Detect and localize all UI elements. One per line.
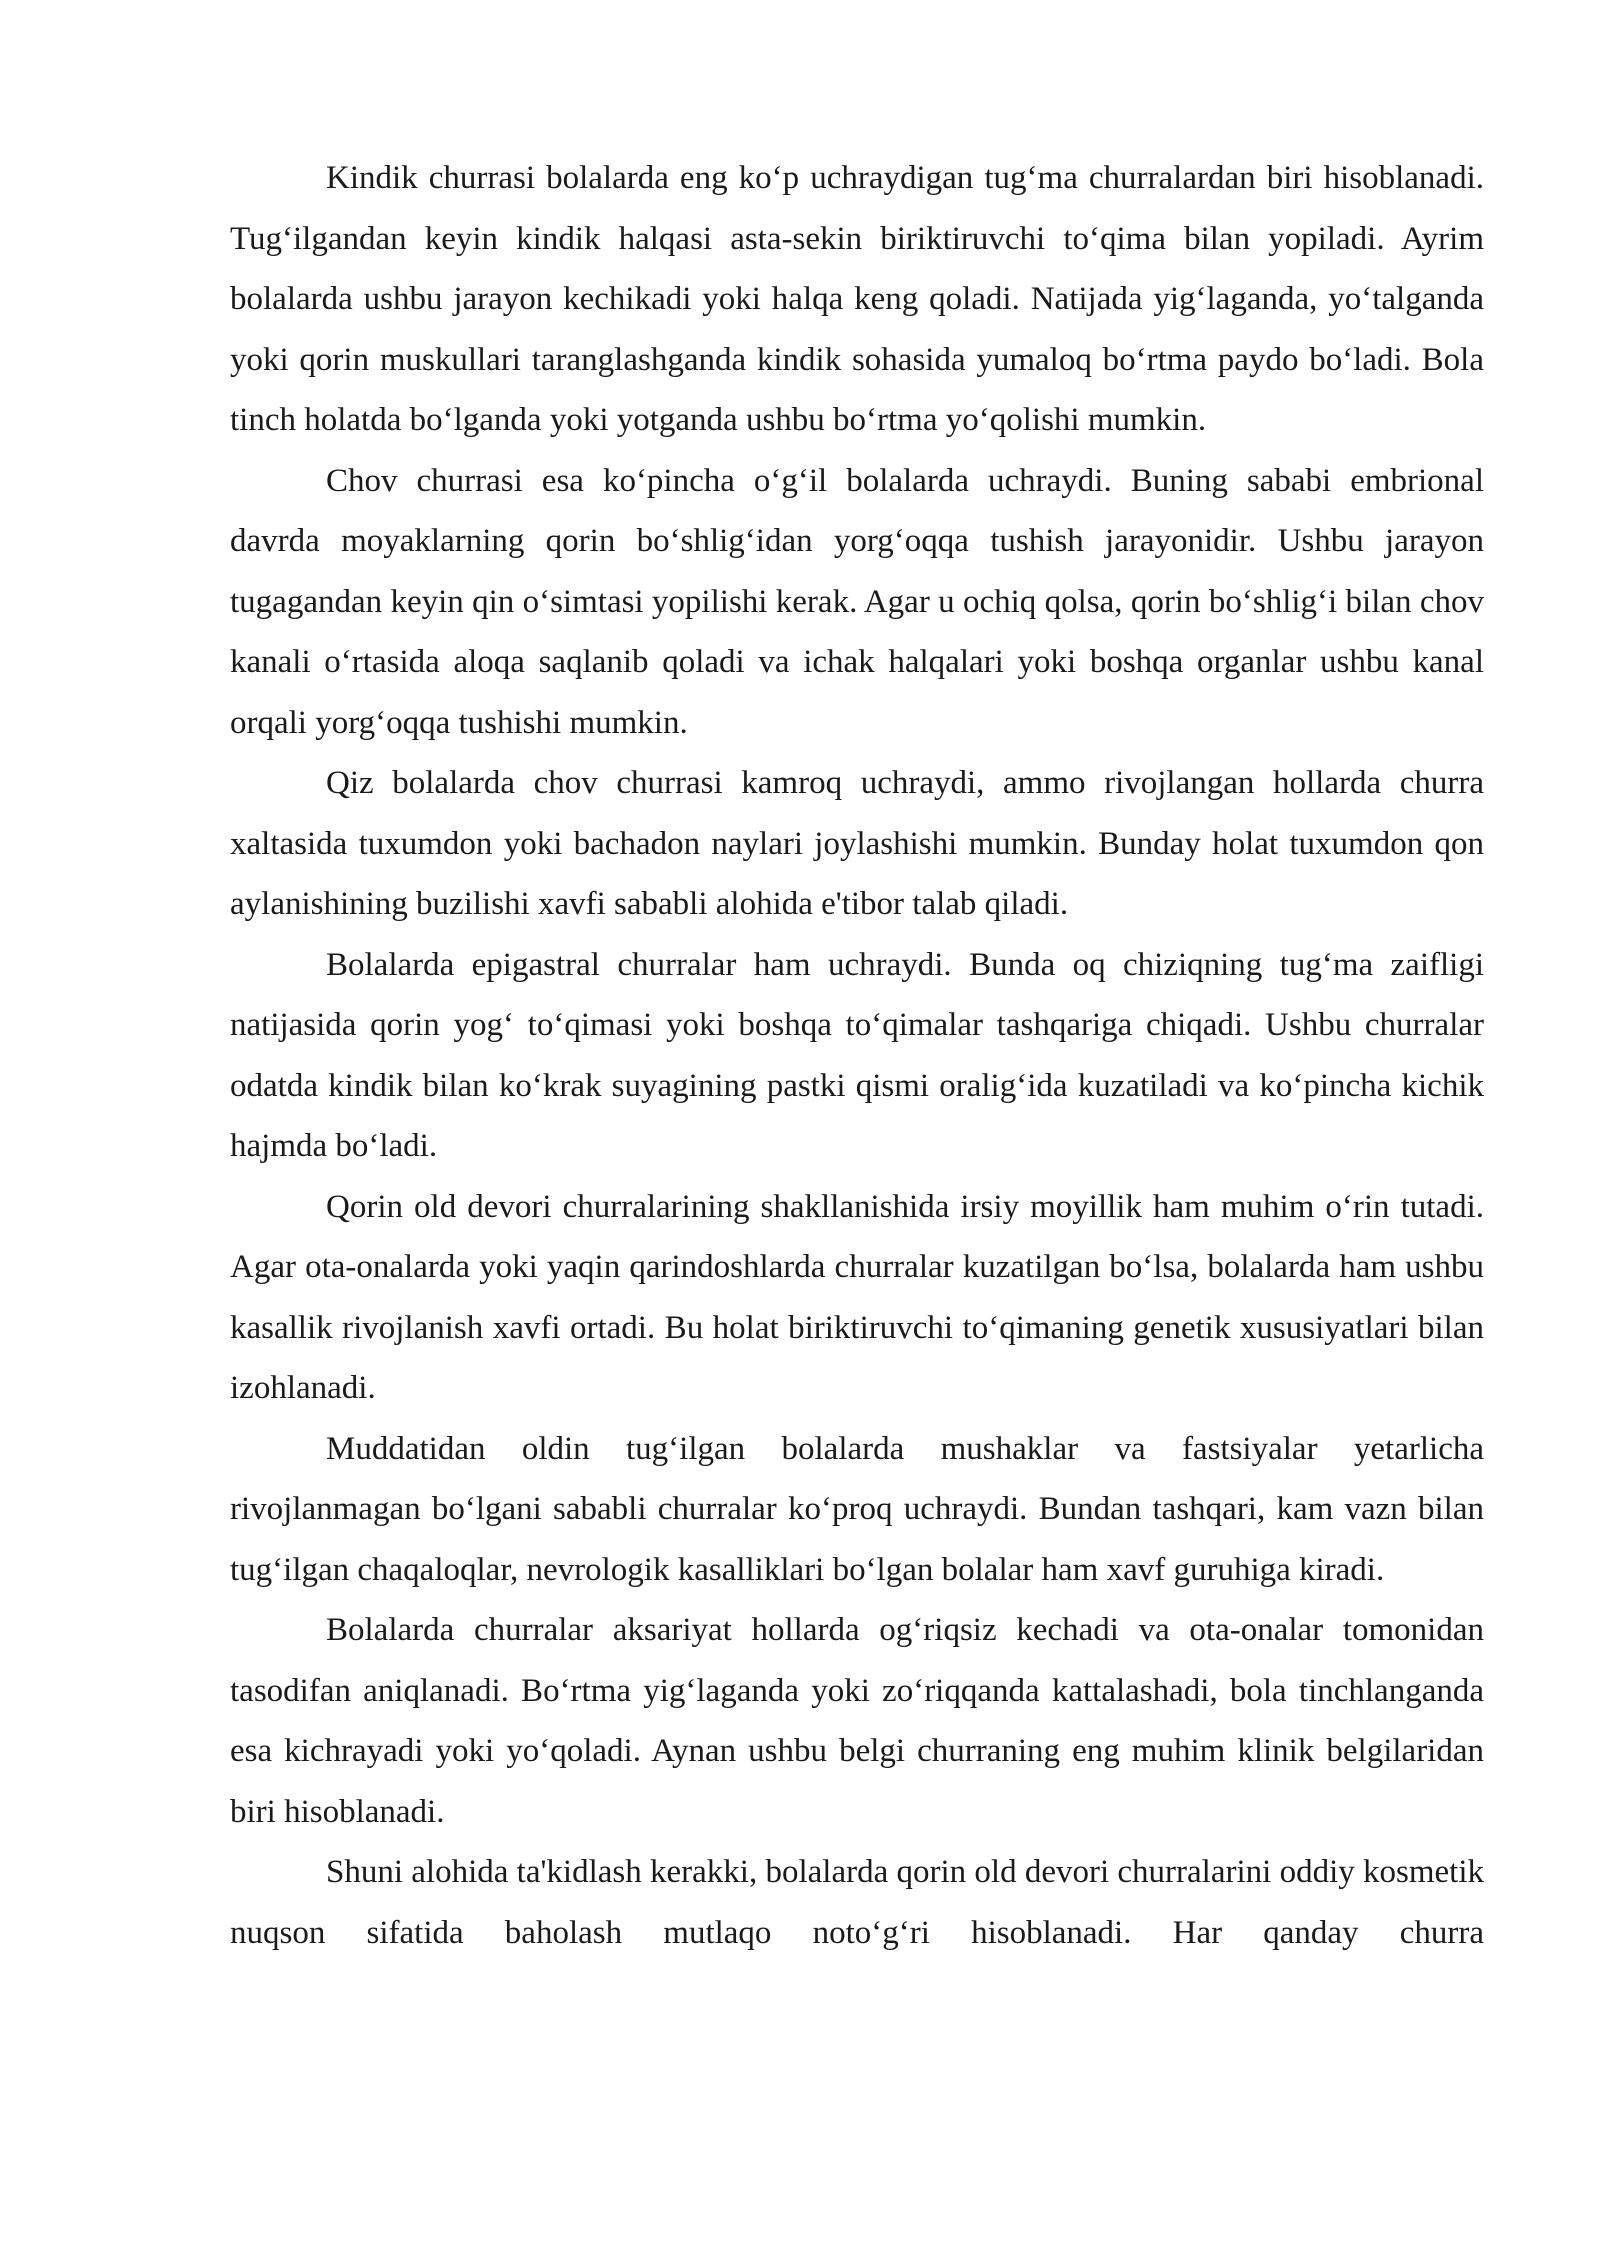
paragraph-hereditary-factor: Qorin old devori churralarining shakllanishida irsiy moyillik ham muhim o‘rin tutadi. Agar ota-onalarda yoki yaqin qarindoshlarda churralar kuzatilgan bo‘lsa, bolalarda ham ushbu kasallik rivojlanish xavfi ortadi. Bu holat biriktiruvchi to‘qimaning genetik xususiyatlari bilan izohlanadi. [230, 1188, 1484, 1406]
paragraph-epigastric-hernia: Bolalarda epigastral churralar ham uchraydi. Bunda oq chiziqning tug‘ma zaifligi natijasida qorin yog‘ to‘qimasi yoki boshqa to‘qimalar tashqariga chiqadi. Ushbu churralar odatda kindik bilan ko‘krak suyagining pastki qismi oralig‘ida kuzatiladi va ko‘pincha kichik hajmda bo‘ladi. [230, 946, 1484, 1164]
paragraph-umbilical-hernia: Kindik churrasi bolalarda eng ko‘p uchraydigan tug‘ma churralardan biri hisoblanadi. Tug‘ilgandan keyin kindik halqasi asta-sekin biriktiruvchi to‘qima bilan yopiladi. Ayrim bolalarda ushbu jarayon kechikadi yoki halqa keng qoladi. Natijada yig‘laganda, yo‘talganda yoki qorin muskullari taranglashganda kindik sohasida yumaloq bo‘rtma paydo bo‘ladi. Bola tinch holatda bo‘lganda yoki yotganda ushbu bo‘rtma yo‘qolishi mumkin. [230, 160, 1484, 438]
paragraph-clinical-signs: Bolalarda churralar aksariyat hollarda og‘riqsiz kechadi va ota-onalar tomonidan tasodifan aniqlanadi. Bo‘rtma yig‘laganda yoki zo‘riqqanda kattalashadi, bola tinchlanganda esa kichrayadi yoki yo‘qoladi. Aynan ushbu belgi churraning eng muhim klinik belgilaridan biri hisoblanadi. [230, 1612, 1484, 1830]
paragraph-inguinal-hernia-boys: Chov churrasi esa ko‘pincha o‘g‘il bolalarda uchraydi. Buning sababi embrional davrda moyaklarning qorin bo‘shlig‘idan yorg‘oqqa tushish jarayonidir. Ushbu jarayon tugagandan keyin qin o‘simtasi yopilishi kerak. Agar u ochiq qolsa, qorin bo‘shlig‘i bilan chov kanali o‘rtasida aloqa saqlanib qoladi va ichak halqalari yoki boshqa organlar ushbu kanal orqali yorg‘oqqa tushishi mumkin. [230, 462, 1484, 741]
paragraph-premature-infants: Muddatidan oldin tug‘ilgan bolalarda mushaklar va fastsiyalar yetarlicha rivojlanmagan bo‘lgani sababli churralar ko‘proq uchraydi. Bundan tashqari, kam vazn bilan tug‘ilgan chaqaloqlar, nevrologik kasalliklari bo‘lgan bolalar ham xavf guruhiga kiradi. [230, 1430, 1484, 1588]
paragraph-conclusion: Shuni alohida ta'kidlash kerakki, bolalarda qorin old devori churralarini oddiy kosmetik nuqson sifatida baholash mutlaqo noto‘g‘ri hisoblanadi. Har qanday churra [230, 1854, 1484, 1951]
document-page [230, 148, 1484, 1963]
paragraph-inguinal-hernia-girls: Qiz bolalarda chov churrasi kamroq uchraydi, ammo rivojlangan hollarda churra xaltasida tuxumdon yoki bachadon naylari joylashishi mumkin. Bunday holat tuxumdon qon aylanishining buzilishi xavfi sababli alohida e'tibor talab qiladi. [230, 765, 1484, 922]
